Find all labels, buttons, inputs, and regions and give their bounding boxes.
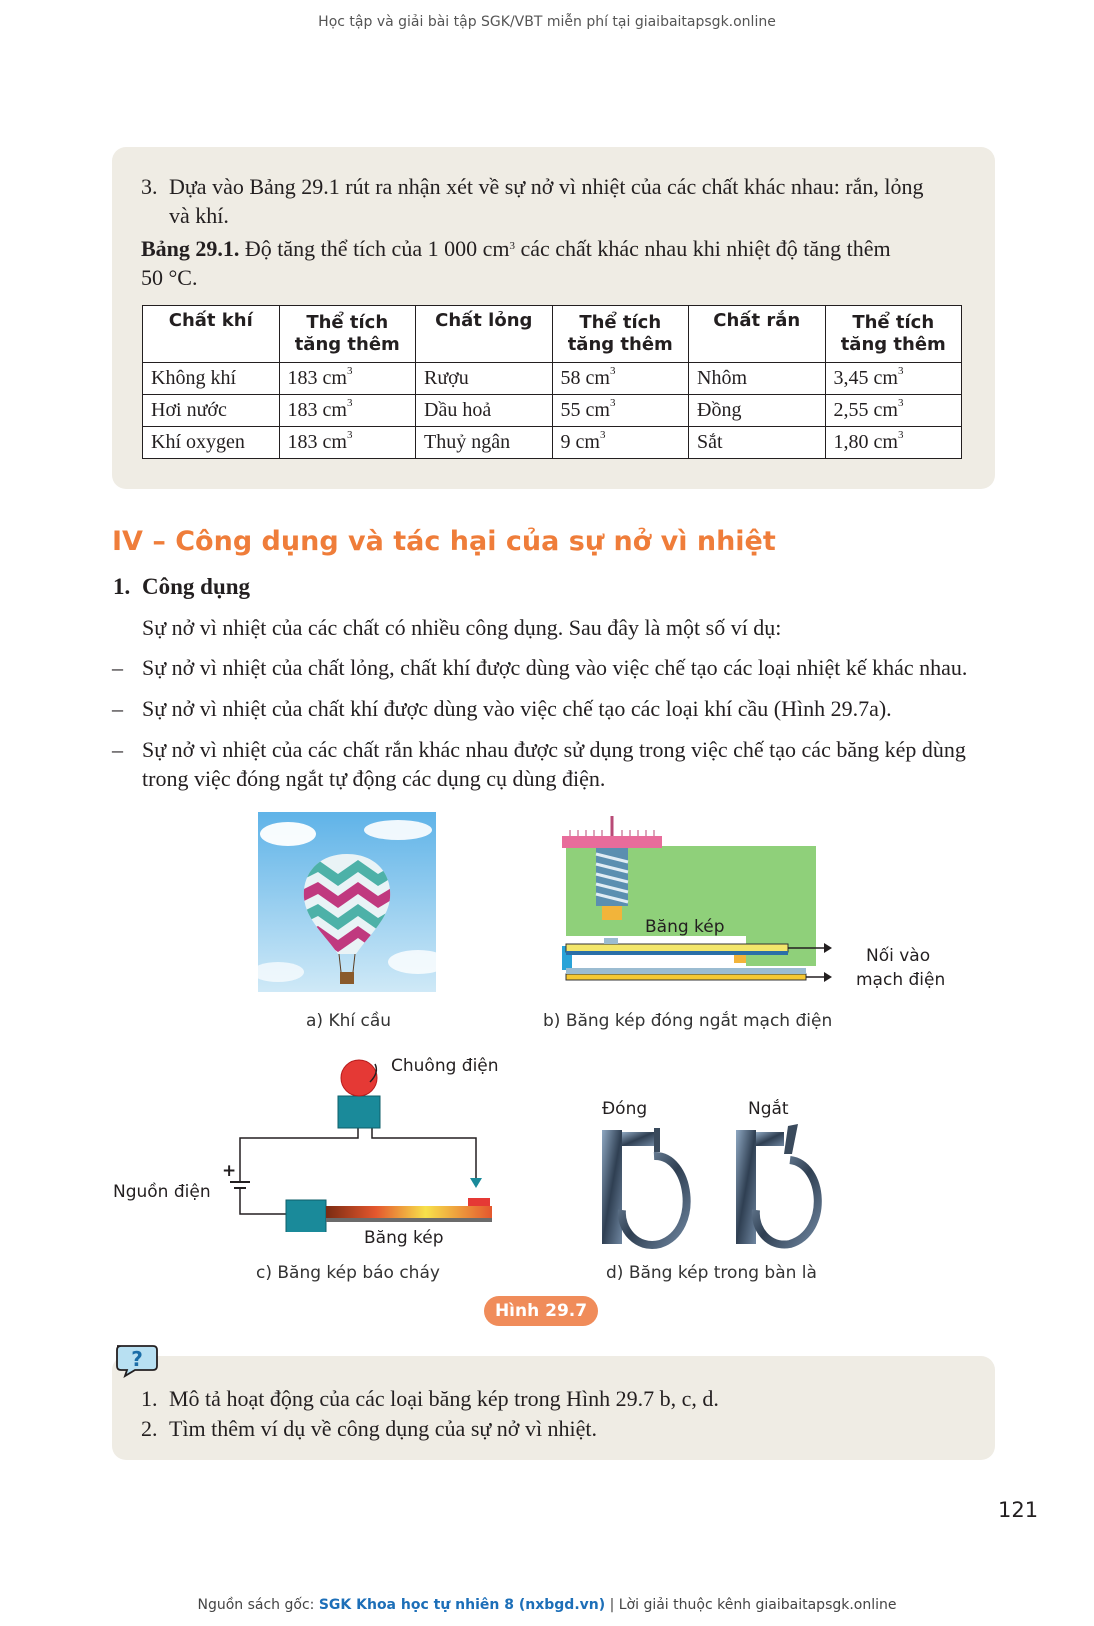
label-bimetal-c: Băng kép [364,1228,444,1248]
table-cell: Sắt [689,427,826,459]
table-cell: 3,45 $cm^3$ [825,363,962,395]
table-cell: 9 $cm^3$ [552,427,689,459]
bullet-dash: – [112,655,123,680]
label-open: Ngắt [748,1099,789,1119]
subsection-number: 1. [113,574,131,599]
question-3 [141,172,971,230]
list-item [141,1384,961,1414]
caption-c: c) Băng kép báo cháy [256,1263,440,1283]
fire-alarm-circuit-diagram [220,1054,500,1232]
table-cell: 55 $cm^3$ [552,395,689,427]
footer-suffix: | Lời giải thuộc kênh giaibaitapsgk.online [605,1597,897,1613]
subsection-title: Công dụng [142,574,251,599]
question-number: 2. [141,1416,158,1441]
label-plus: + [222,1161,237,1181]
hot-air-balloon-image [258,812,436,992]
bullet-text-cont: trong việc đóng ngắt tự động các dụng cụ dùng điện. [142,766,606,791]
bimetal-switch-diagram [556,806,832,990]
list-item [141,1414,961,1444]
table-cell: 183 $cm^3$ [279,363,416,395]
section-heading: IV – Công dụng và tác hại của sự nở vì nhiệt [112,526,776,557]
footer-prefix: Nguồn sách gốc: [197,1597,319,1613]
subsection-heading [113,574,250,600]
label-power-source: Nguồn điện [113,1182,211,1202]
caption-d: d) Băng kép trong bàn là [606,1263,817,1283]
open-state [736,1124,818,1245]
table-cell: 183 $cm^3$ [279,427,416,459]
table-cell: Hơi nước [143,395,280,427]
table-label: Bảng 29.1. [141,236,240,261]
table-cell: 58 $cm^3$ [552,363,689,395]
question-text: Tìm thêm ví dụ về công dụng của sự nở vì nhiệt. [169,1416,598,1441]
table-header-row [143,306,962,363]
table-cell: 183 $cm^3$ [279,395,416,427]
label-connect: Nối vào [866,946,931,966]
table-cell: Khí oxygen [143,427,280,459]
footer-banner [0,1597,1094,1613]
table-row [143,427,962,459]
table-cell: 2,55 $cm^3$ [825,395,962,427]
page-number: 121 [998,1498,1039,1522]
question-text-cont: và khí. [169,203,229,228]
caption-b: b) Băng kép đóng ngắt mạch điện [543,1011,833,1031]
table-caption [141,234,971,292]
table-header: Chất khí [143,306,280,363]
bullet-dash: – [112,737,123,762]
intro-paragraph: Sự nở vì nhiệt của các chất có nhiều công dụng. Sau đây là một số ví dụ: [142,615,782,640]
bullet-item [112,735,1002,793]
label-bimetal-b: Băng kép [645,917,725,937]
figure-title-badge: Hình 29.7 [484,1296,598,1326]
bullet-item [112,694,1002,723]
table-caption-text-b: các chất khác nhau khi nhiệt độ tăng thêm [514,236,891,261]
label-connect-circuit: mạch điện [856,970,946,990]
table-caption-text: Độ tăng thể tích của 1 000 cm [239,236,510,261]
table-cell: Nhôm [689,363,826,395]
footer-source-link[interactable]: SGK Khoa học tự nhiên 8 (nxbgd.vn) [318,1597,606,1613]
table-header: Thể tích tăng thêm [552,306,689,363]
bullet-text: Sự nở vì nhiệt của các chất rắn khác nhau được sử dụng trong việc chế tạo các băng kép dùng [142,737,966,762]
question-icon [113,1342,159,1378]
bullet-text: Sự nở vì nhiệt của chất lỏng, chất khí được dùng vào việc chế tạo các loại nhiệt kế khác nhau. [142,655,968,680]
table-header: Thể tích tăng thêm [825,306,962,363]
table-caption-line2: 50 °C. [141,265,198,290]
table-header: Chất lỏng [416,306,553,363]
iron-bimetal-diagram [596,1120,836,1256]
label-bell: Chuông điện [391,1056,499,1076]
question-text: Dựa vào Bảng 29.1 rút ra nhận xét về sự nở vì nhiệt của các chất khác nhau: rắn, lỏng [169,174,924,199]
table-cell: Dầu hoả [416,395,553,427]
expansion-table [142,305,962,459]
question-icon-glyph: ? [131,1347,143,1371]
table-row [143,363,962,395]
table-cell: Không khí [143,363,280,395]
table-cell: Rượu [416,363,553,395]
bullet-item [112,653,1002,682]
table-header: Chất rắn [689,306,826,363]
table-cell: Thuỷ ngân [416,427,553,459]
table-cell: 1,80 $cm^3$ [825,427,962,459]
table-row [143,395,962,427]
bullet-text: Sự nở vì nhiệt của chất khí được dùng vào việc chế tạo các loại khí cầu (Hình 29.7a). [142,696,892,721]
question-list [141,1384,961,1444]
bullet-dash: – [112,696,123,721]
question-number: 3. [141,174,158,199]
label-closed: Đóng [602,1099,648,1119]
question-text: Mô tả hoạt động của các loại băng kép trong Hình 29.7 b, c, d. [169,1386,719,1411]
caption-a: a) Khí cầu [306,1011,392,1031]
table-header: Thể tích tăng thêm [279,306,416,363]
closed-state [602,1128,687,1245]
header-banner: Học tập và giải bài tập SGK/VBT miễn phí tại giaibaitapsgk.online [318,14,776,30]
question-number: 1. [141,1386,158,1411]
table-cell: Đồng [689,395,826,427]
superscript: 3 [509,240,515,252]
